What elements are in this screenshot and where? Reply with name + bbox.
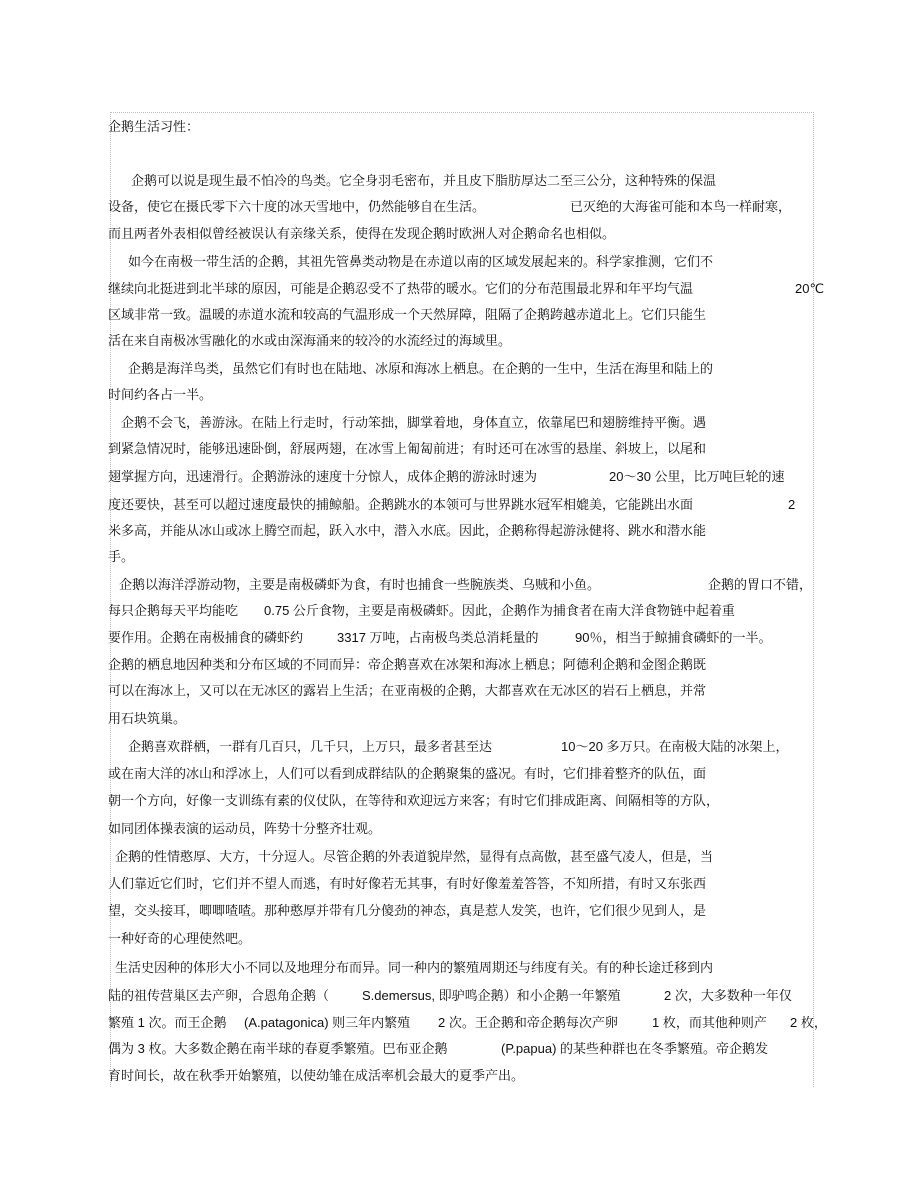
paragraph-line-segment: 2 次。王企鹅和帝企鹅每次产卵 [438,1015,618,1030]
paragraph-line-segment: 人们靠近它们时，它们并不望人而逃，有时好像若无其事，有时好像羞羞答答，不知所措，有时又东张西 [108,876,707,891]
paragraph-line-segment: 1 枚，而其他种则产 [652,1015,767,1030]
paragraph-line-segment: 用石块筑巢。 [108,711,187,726]
paragraph-line-segment: 生活史因种的体形大小不同以及地理分布而异。同一种内的繁殖周期还与纬度有关。有的种长途迁移到内 [115,960,714,975]
paragraph-line-segment: 度还要快，甚至可以超过速度最快的捕鲸船。企鹅跳水的本领可与世界跳水冠军相媲美，它能跳出水面 [108,497,694,512]
paragraph-line-segment: 到紧急情况时，能够迅速卧倒，舒展两翅，在冰雪上匍匐前进；有时还可在冰雪的悬崖、斜坡上，以尾和 [108,441,707,456]
paragraph-line-segment: 企鹅喜欢群栖，一群有几百只，几千只，上万只，最多者甚至达 [128,739,493,754]
paragraph-line-segment: 企鹅的栖息地因种类和分布区域的不同而异：帝企鹅喜欢在冰架和海冰上栖息；阿德利企鹅和金图企鹅既 [108,657,707,672]
paragraph-line-segment: 一种好奇的心理使然吧。 [108,931,252,946]
paragraph-line-segment: 望，交头接耳，唧唧喳喳。那种憨厚并带有几分傻劲的神态，真是惹人发笑，也许，它们很少见到人，是 [108,903,707,918]
paragraph-line-segment: 20℃ [795,281,825,296]
paragraph-line-segment: 要作用。企鹅在南极捕食的磷虾约 [108,630,304,645]
paragraph-line-segment: (P.papua) 的某些种群也在冬季繁殖。帝企鹅发 [501,1041,769,1056]
paragraph-line-segment: 可以在海冰上，又可以在无冰区的露岩上生活；在亚南极的企鹅，大都喜欢在无冰区的岩石上栖息，并常 [108,683,707,698]
paragraph-line-segment: 如同团体操表演的运动员，阵势十分整齐壮观。 [108,821,382,836]
paragraph-line-segment: 90％，相当于鲸捕食磷虾的一半。 [575,630,772,645]
paragraph-line-segment: 设备，使它在摄氏零下六十度的冰天雪地中，仍然能够自在生活。 [108,199,486,214]
paragraph-line-segment: (A.patagonica) 则三年内繁殖 [244,1015,411,1030]
paragraph-line-segment: 3317 万吨，占南极鸟类总消耗量的 [337,630,539,645]
document-title: 企鹅生活习性： [108,119,200,134]
paragraph-line-segment: 而且两者外表相似曾经被误认有亲缘关系，使得在发现企鹅时欧洲人对企鹅命名也相似。 [108,226,616,241]
paragraph-line-segment: 区域非常一致。温暖的赤道水流和较高的气温形成一个天然屏障，阻隔了企鹅跨越赤道北上。它们只能生 [108,307,707,322]
paragraph-line-segment: 时间约各占一半。 [108,387,213,402]
paragraph-line-segment: 手。 [108,549,135,564]
paragraph-line-segment: 2 [788,497,796,512]
paragraph-line-segment: 企鹅的性情憨厚、大方，十分逗人。尽管企鹅的外表道貌岸然，显得有点高傲，甚至盛气凌人，但是，当 [115,849,714,864]
paragraph-line-segment: 已灭绝的大海雀可能和本鸟一样耐寒， [570,199,792,214]
paragraph-line-segment: 或在南大洋的冰山和浮冰上，人们可以看到成群结队的企鹅聚集的盛况。有时，它们排着整齐的队伍，面 [108,766,707,781]
paragraph-line-segment: 20～30 公里，比万吨巨轮的速 [609,469,785,484]
paragraph-line-segment: 米多高，并能从冰山或冰上腾空而起，跃入水中，潜入水底。因此，企鹅称得起游泳健将、跳水和潜水能 [108,523,707,538]
paragraph-line-segment: S.demersus, 即驴鸣企鹅）和小企鹅一年繁殖 [362,988,621,1003]
paragraph-line-segment: 育时间长，故在秋季开始繁殖，以使幼雏在成活率机会最大的夏季产出。 [108,1068,525,1083]
paragraph-line-segment: 2 枚， [790,1015,827,1030]
paragraph-line-segment: 企鹅不会飞，善游泳。在陆上行走时，行动笨拙，脚掌着地，身体直立，依靠尾巴和翅膀维持平衡。遇 [121,415,707,430]
paragraph-line-segment: 企鹅是海洋鸟类，虽然它们有时也在陆地、冰原和海冰上栖息。在企鹅的一生中，生活在海里和陆上的 [128,361,714,376]
paragraph-line-segment: 企鹅可以说是现生最不怕冷的鸟类。它全身羽毛密布，并且皮下脂肪厚达二至三公分，这种特殊的保温 [131,173,717,188]
paragraph-line-segment: 繁殖 1 次。而王企鹅 [108,1015,227,1030]
paragraph-line-segment: 企鹅以海洋浮游动物，主要是南极磷虾为食，有时也捕食一些腕族类、乌贼和小鱼。 [119,577,601,592]
paragraph-line-segment: 偶为 3 枚。大多数企鹅在南半球的春夏季繁殖。巴布亚企鹅 [108,1041,448,1056]
paragraph-line-segment: 陆的祖传营巢区去产卵，合恩角企鹅（ [108,988,330,1003]
paragraph-line-segment: 继续向北挺进到北半球的原因，可能是企鹅忍受不了热带的暖水。它们的分布范围最北界和年平均气温 [108,281,694,296]
paragraph-line-segment: 活在来自南极冰雪融化的水或由深海涌来的较冷的水流经过的海域里。 [108,333,512,348]
paragraph-line-segment: 2 次，大多数种一年仅 [664,988,792,1003]
paragraph-line-segment: 每只企鹅每天平均能吃 [108,603,239,618]
paragraph-line-segment: 0.75 公斤食物，主要是南极磷虾。因此，企鹅作为捕食者在南大洋食物链中起着重 [264,603,735,618]
paragraph-line-segment: 如今在南极一带生活的企鹅，其祖先管鼻类动物是在赤道以南的区域发展起来的。科学家推测，它们不 [128,254,714,269]
paragraph-line-segment: 翅掌握方向，迅速滑行。企鹅游泳的速度十分惊人，成体企鹅的游泳时速为 [108,469,538,484]
paragraph-line-segment: 10～20 多万只。在南极大陆的冰架上， [561,739,789,754]
paragraph-line-segment: 朝一个方向，好像一支训练有素的仪仗队，在等待和欢迎远方来客；有时它们排成距离、间隔相等的方队， [108,793,720,808]
paragraph-line-segment: 企鹅的胃口不错， [708,577,813,592]
